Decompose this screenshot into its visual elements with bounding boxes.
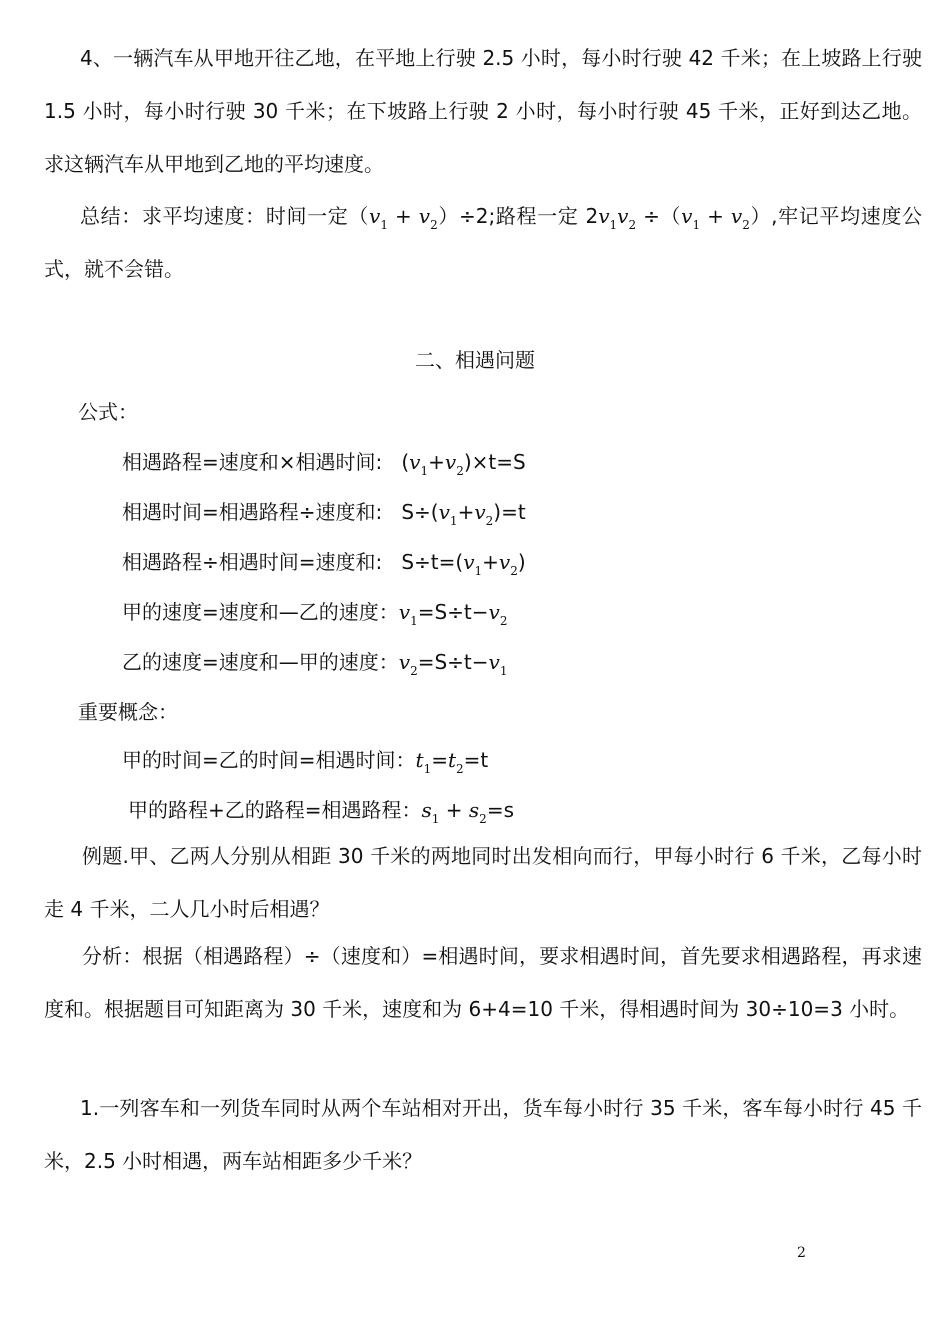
summary-formula-a: $v_1 + v_2$: [369, 204, 438, 232]
problem-4: 4、一辆汽车从甲地开往乙地，在平地上行驶 2.5 小时，每小时行驶 42 千米；在上坡路上行驶 1.5 小时，每小时行驶 30 千米；在下坡路上行驶 2 小时，每小时行驶 45 千米，正好到达乙地。求这辆汽车从甲地到乙地的平均速度。: [44, 46, 922, 176]
formula-5-text: 乙的速度=速度和—甲的速度：: [122, 650, 399, 674]
formula-4-expr: $v_1=S\div t-v_2$: [398, 600, 508, 628]
formula-2-text: 相遇时间=相遇路程÷速度和:: [122, 500, 383, 524]
formula-4: [122, 596, 508, 628]
summary-mid1: ）÷2;路程一定 2: [437, 204, 599, 228]
formula-5: [122, 646, 508, 678]
exercise-1: 1.一列客车和一列货车同时从两个车站相对开出，货车每小时行 35 千米，客车每小时行 45 千米，2.5 小时相遇，两车站相距多少千米？: [44, 1096, 922, 1173]
concept-1-expr: $t_1=t_2=t$: [415, 748, 489, 776]
summary-formula-b: $v_1v_2$: [598, 204, 637, 232]
page-number: 2: [797, 1245, 806, 1261]
summary-formula-c: $v_1 + v_2$: [681, 204, 750, 232]
example-question: 例题.甲、乙两人分别从相距 30 千米的两地同时出发相向而行，甲每小时行 6 千米，乙每小时走 4 千米，二人几小时后相遇？: [44, 844, 922, 921]
formula-1: [122, 446, 526, 478]
formula-3-text: 相遇路程÷相遇时间=速度和:: [122, 550, 383, 574]
concept-2-expr: $s_1 + s_2=s$: [421, 798, 514, 826]
section-title: 二、相遇问题: [415, 348, 535, 372]
formula-1-expr: $(v_1+v_2)\times t=S$: [401, 450, 526, 478]
concept-1-text: 甲的时间=乙的时间=相遇时间：: [122, 748, 416, 772]
formula-3: [122, 546, 526, 578]
summary-paragraph: [44, 190, 922, 296]
formulas-label: 公式：: [78, 400, 138, 424]
formula-1-text: 相遇路程=速度和×相遇时间:: [122, 450, 383, 474]
formula-5-expr: $v_2=S\div t-v_1$: [398, 650, 508, 678]
concepts-label: 重要概念：: [78, 700, 178, 724]
summary-suffix: ）,牢记平均速度公式，就不会错。: [44, 204, 923, 281]
formula-2-expr: $S\div(v_1+v_2)=t$: [401, 500, 526, 528]
formula-3-expr: $S\div t=(v_1+v_2)$: [401, 550, 526, 578]
concept-2: [128, 794, 514, 826]
formula-2: [122, 496, 526, 528]
summary-mid2: ÷（: [636, 204, 682, 228]
concept-2-text: 甲的路程+乙的路程=相遇路程：: [128, 798, 422, 822]
formula-4-text: 甲的速度=速度和—乙的速度：: [122, 600, 399, 624]
concept-1: [122, 744, 489, 776]
example-analysis: 分析：根据（相遇路程）÷（速度和）=相遇时间，要求相遇时间，首先要求相遇路程，再求速度和。根据题目可知距离为 30 千米，速度和为 6+4=10 千米，得相遇时间为 30÷10=3 小时。: [44, 944, 922, 1021]
summary-prefix: 总结：求平均速度：时间一定（: [80, 204, 370, 228]
